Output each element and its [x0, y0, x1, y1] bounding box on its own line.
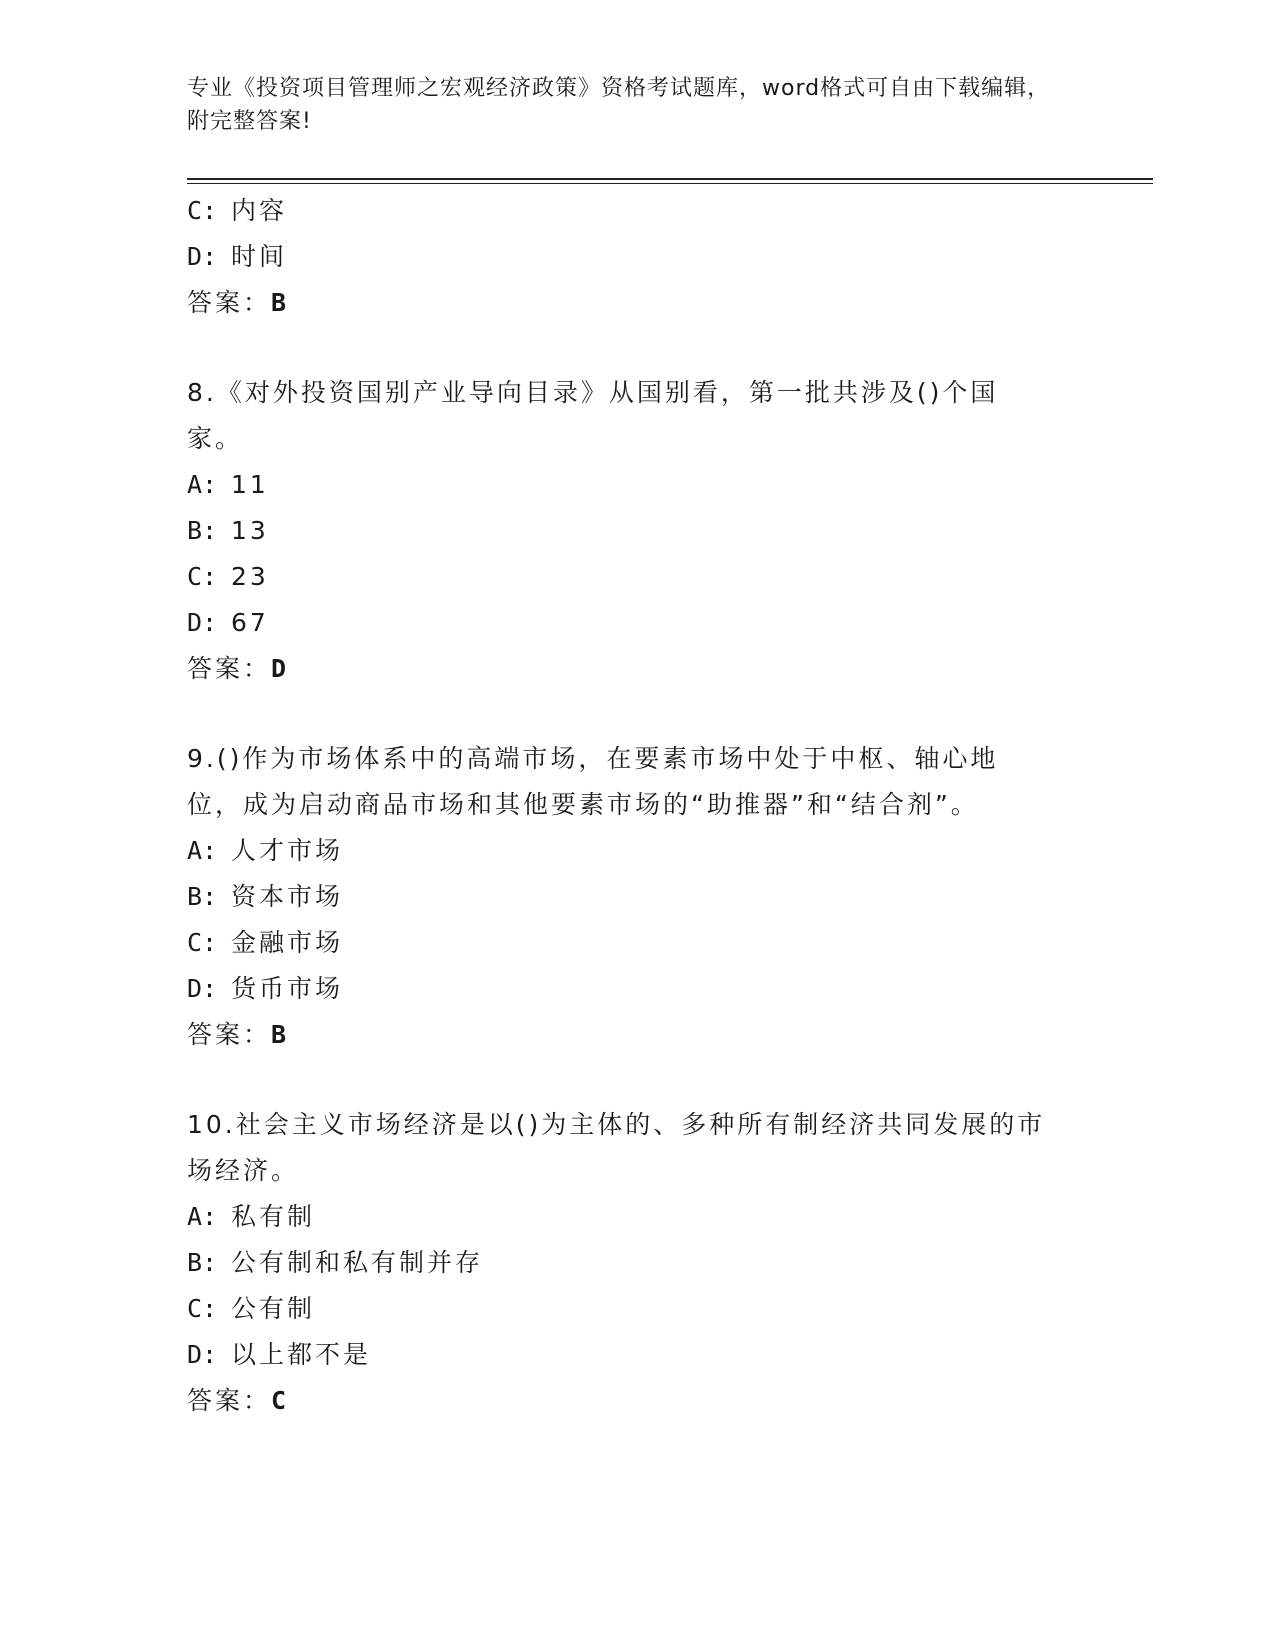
- option-text: 金融市场: [231, 928, 344, 957]
- answer-label: 答案：: [187, 288, 272, 317]
- option-text: 私有制: [231, 1202, 316, 1231]
- option-letter: B:: [187, 516, 218, 545]
- option-letter: C:: [187, 928, 218, 957]
- question-text: 10.社会主义市场经济是以()为主体的、多种所有制经济共同发展的市场经济。: [187, 1110, 1046, 1185]
- option-letter: C:: [187, 196, 218, 225]
- option-text: 人才市场: [231, 836, 344, 865]
- option-text: 资本市场: [231, 882, 344, 911]
- option-letter: A:: [187, 836, 218, 865]
- option-a: [187, 828, 1087, 874]
- answer-key: B: [271, 1020, 290, 1049]
- option-letter: C:: [187, 562, 218, 591]
- answer-line: [187, 1012, 1087, 1058]
- option-text: 时间: [231, 242, 288, 271]
- question-10: [187, 1102, 1087, 1424]
- partial-question: [187, 188, 1087, 326]
- option-letter: D:: [187, 974, 218, 1003]
- option-letter: A:: [187, 470, 218, 499]
- answer-label: 答案：: [187, 654, 272, 683]
- option-text: 公有制和私有制并存: [231, 1248, 484, 1277]
- option-text: 11: [231, 470, 269, 499]
- option-text: 货币市场: [231, 974, 344, 1003]
- header-rule-thick: [187, 178, 1153, 180]
- document-header: 专业《投资项目管理师之宏观经济政策》资格考试题库，word格式可自由下载编辑，附完整答案!: [187, 76, 1051, 134]
- option-letter: B:: [187, 882, 218, 911]
- option-text: 公有制: [231, 1294, 316, 1323]
- question-text: 9.()作为市场体系中的高端市场，在要素市场中处于中枢、轴心地位，成为启动商品市场和其他要素市场的“助推器”和“结合剂”。: [187, 744, 999, 819]
- question-9: [187, 736, 1087, 1058]
- answer-key: C: [271, 1386, 290, 1415]
- option-a: [187, 462, 1087, 508]
- option-b: [187, 508, 1087, 554]
- option-text: 67: [231, 608, 269, 637]
- option-letter: D:: [187, 242, 218, 271]
- option-c: [187, 1286, 1087, 1332]
- option-letter: D:: [187, 1340, 218, 1369]
- question-8: [187, 370, 1087, 692]
- option-d: [187, 966, 1087, 1012]
- option-text: 以上都不是: [231, 1340, 372, 1369]
- option-c: [187, 554, 1087, 600]
- answer-line: [187, 280, 1087, 326]
- document-body: [187, 188, 1087, 1424]
- option-d: [187, 1332, 1087, 1378]
- option-d: [187, 600, 1087, 646]
- question-text: 8.《对外投资国别产业导向目录》从国别看，第一批共涉及()个国家。: [187, 378, 999, 453]
- answer-key: B: [271, 288, 290, 317]
- option-d: [187, 234, 1087, 280]
- option-text: 13: [231, 516, 269, 545]
- option-c: [187, 920, 1087, 966]
- answer-line: [187, 646, 1087, 692]
- option-letter: D:: [187, 608, 218, 637]
- option-text: 23: [231, 562, 269, 591]
- option-text: 内容: [231, 196, 288, 225]
- answer-line: [187, 1378, 1087, 1424]
- option-letter: B:: [187, 1248, 218, 1277]
- option-b: [187, 874, 1087, 920]
- option-letter: C:: [187, 1294, 218, 1323]
- option-a: [187, 1194, 1087, 1240]
- option-b: [187, 1240, 1087, 1286]
- header-rule-thin: [187, 183, 1153, 184]
- answer-label: 答案：: [187, 1020, 272, 1049]
- answer-label: 答案：: [187, 1386, 272, 1415]
- option-letter: A:: [187, 1202, 218, 1231]
- option-c: [187, 188, 1087, 234]
- answer-key: D: [271, 654, 290, 683]
